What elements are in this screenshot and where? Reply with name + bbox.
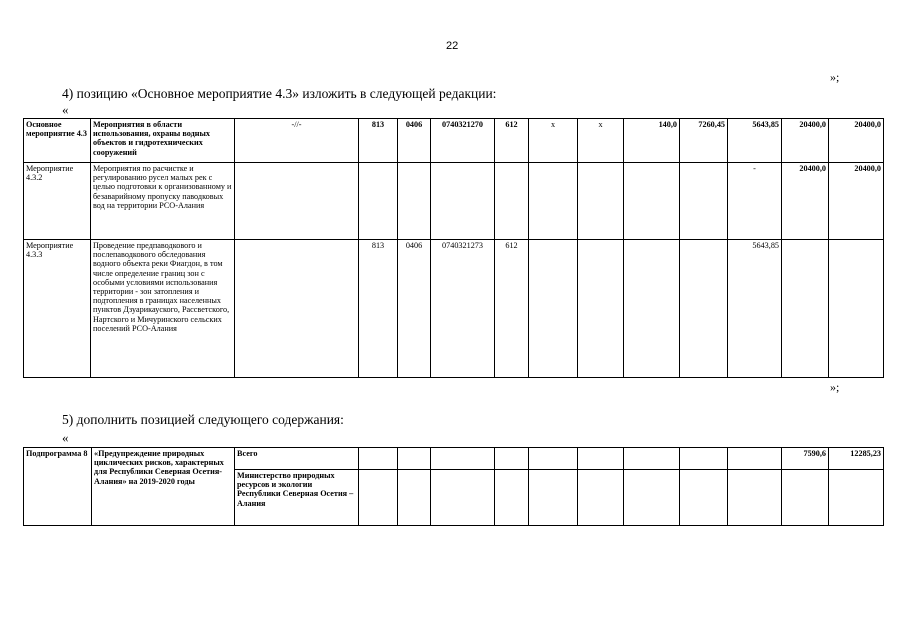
cell-col13 — [782, 470, 829, 526]
cell-col10: 140,0 — [624, 119, 680, 163]
cell-empty — [431, 448, 495, 470]
section4-table — [23, 118, 884, 378]
closing-quote-mid: »; — [830, 380, 840, 394]
cell-col10 — [624, 163, 680, 240]
section5-table — [23, 447, 884, 526]
cell-csr — [431, 163, 495, 240]
cell-empty — [529, 470, 578, 526]
cell-empty — [495, 448, 529, 470]
cell-col10 — [624, 240, 680, 378]
cell-col8: х — [529, 119, 578, 163]
cell-vr — [495, 163, 529, 240]
cell-empty — [728, 448, 782, 470]
row-name: Мероприятия в области использования, охраны водных объектов и гидротехнических сооружений — [91, 119, 235, 163]
row-code: Основное мероприятие 4.3 — [24, 119, 91, 163]
row-executor — [235, 163, 359, 240]
page-number: 22 — [446, 40, 459, 52]
cell-empty — [431, 470, 495, 526]
cell-grbs — [359, 163, 398, 240]
cell-empty — [578, 448, 624, 470]
cell-col9: х — [578, 119, 624, 163]
cell-vr: 612 — [495, 119, 529, 163]
row-name: Проведение предпаводкового и послепаводкового обследования водного объекта реки Фиагдон, в том числе определение границ зон с особыми условиями использования территории - зон затопления и подтопления в границах населенных пунктов Дзуарикауского, Рассветского, Нартского и Мичуринского сельских поселений РСО-Алания — [91, 240, 235, 378]
cell-col11 — [680, 240, 728, 378]
table-row — [24, 163, 884, 240]
cell-grbs: 813 — [359, 119, 398, 163]
cell-col14 — [829, 240, 884, 378]
cell-empty — [624, 448, 680, 470]
cell-col12: - — [728, 163, 782, 240]
cell-empty — [398, 448, 431, 470]
cell-col13: 20400,0 — [782, 119, 829, 163]
cell-grbs: 813 — [359, 240, 398, 378]
subprogram-code: Подпрограмма 8 — [24, 448, 92, 526]
subprogram-name: «Предупреждение природных циклических рисков, характерных для Республики Северная Осетия-Алания» на 2019-2020 годы — [92, 448, 235, 526]
cell-rzpr: 0406 — [398, 240, 431, 378]
cell-csr: 0740321273 — [431, 240, 495, 378]
cell-vr: 612 — [495, 240, 529, 378]
row-executor: Всего — [235, 448, 359, 470]
cell-col9 — [578, 240, 624, 378]
row-name: Мероприятия по расчистке и регулированию русел малых рек с целью подготовки к организованному и безаварийному пропуску паводковых вод на территории РСО-Алания — [91, 163, 235, 240]
cell-empty — [578, 470, 624, 526]
cell-col14 — [829, 470, 884, 526]
cell-csr: 0740321270 — [431, 119, 495, 163]
table-row — [24, 448, 884, 470]
cell-col13: 7590,6 — [782, 448, 829, 470]
cell-empty — [624, 470, 680, 526]
cell-col11 — [680, 163, 728, 240]
cell-empty — [680, 470, 728, 526]
cell-col8 — [529, 163, 578, 240]
closing-quote-top: »; — [830, 70, 840, 84]
cell-col14: 20400,0 — [829, 119, 884, 163]
row-executor — [235, 240, 359, 378]
cell-rzpr: 0406 — [398, 119, 431, 163]
cell-col13 — [782, 240, 829, 378]
cell-empty — [359, 470, 398, 526]
cell-col12: 5643,85 — [728, 240, 782, 378]
section5-open-quote: « — [62, 430, 69, 445]
cell-col12: 5643,85 — [728, 119, 782, 163]
cell-empty — [495, 470, 529, 526]
row-code: Мероприятие 4.3.2 — [24, 163, 91, 240]
cell-col14: 12285,23 — [829, 448, 884, 470]
cell-empty — [359, 448, 398, 470]
cell-empty — [680, 448, 728, 470]
cell-col13: 20400,0 — [782, 163, 829, 240]
row-code: Мероприятие 4.3.3 — [24, 240, 91, 378]
row-executor: -//- — [235, 119, 359, 163]
cell-empty — [398, 470, 431, 526]
section5-heading: 5) дополнить позицией следующего содержания: — [62, 412, 344, 427]
section4-heading: 4) позицию «Основное мероприятие 4.3» изложить в следующей редакции: — [62, 86, 497, 101]
section4-open-quote: « — [62, 102, 69, 117]
cell-col8 — [529, 240, 578, 378]
cell-empty — [529, 448, 578, 470]
row-executor: Министерство природных ресурсов и экологии Республики Северная Осетия – Алания — [235, 470, 359, 526]
table-row — [24, 119, 884, 163]
cell-rzpr — [398, 163, 431, 240]
table-row — [24, 240, 884, 378]
cell-col11: 7260,45 — [680, 119, 728, 163]
cell-col9 — [578, 163, 624, 240]
cell-col14: 20400,0 — [829, 163, 884, 240]
cell-empty — [728, 470, 782, 526]
